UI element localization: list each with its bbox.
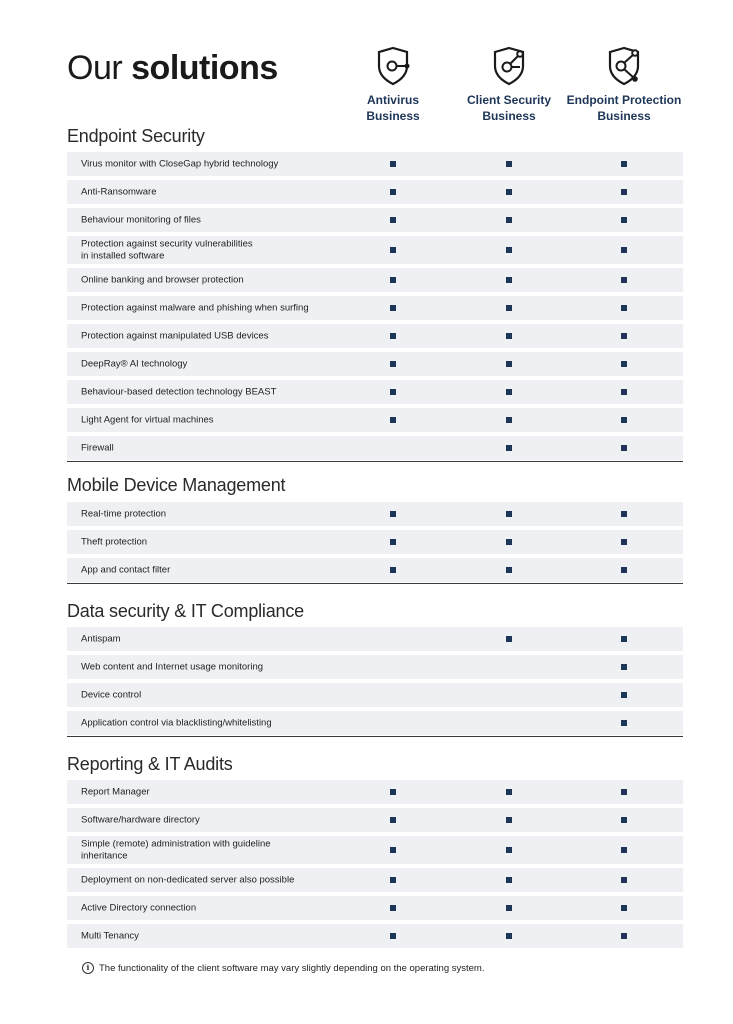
title-light: Our <box>67 49 123 87</box>
feature-included-mark <box>506 247 512 253</box>
feature-label: Behaviour-based detection technology BEAST <box>81 386 277 398</box>
shield-network-icon <box>604 46 644 88</box>
feature-included-mark <box>390 933 396 939</box>
product-endpoint-protection <box>564 46 684 124</box>
shield-network-icon <box>373 46 413 88</box>
feature-label: Theft protection <box>81 536 148 548</box>
feature-included-mark <box>390 877 396 883</box>
feature-included-mark <box>621 305 627 311</box>
feature-included-mark <box>506 636 512 642</box>
shield-network-icon <box>489 46 529 88</box>
footnote <box>82 962 484 974</box>
title-bold: solutions <box>131 49 278 87</box>
table-row <box>67 896 683 920</box>
feature-included-mark <box>506 847 512 853</box>
feature-included-mark <box>621 877 627 883</box>
feature-included-mark <box>621 720 627 726</box>
feature-included-mark <box>390 389 396 395</box>
feature-included-mark <box>506 789 512 795</box>
table-row <box>67 780 683 804</box>
feature-included-mark <box>390 247 396 253</box>
table-row <box>67 836 683 864</box>
feature-included-mark <box>621 445 627 451</box>
table-row <box>67 924 683 948</box>
feature-included-mark <box>621 511 627 517</box>
feature-included-mark <box>506 877 512 883</box>
feature-included-mark <box>621 277 627 283</box>
feature-table-reporting <box>67 780 683 950</box>
table-row <box>67 352 683 376</box>
section-title-mobile-device-management: Mobile Device Management <box>67 475 286 495</box>
feature-included-mark <box>621 333 627 339</box>
feature-label: Antispam <box>81 633 121 645</box>
table-row <box>67 152 683 176</box>
feature-included-mark <box>506 361 512 367</box>
feature-label: Real-time protection <box>81 508 167 520</box>
feature-included-mark <box>390 189 396 195</box>
table-row <box>67 236 683 264</box>
section-title-reporting: Reporting & IT Audits <box>67 754 233 774</box>
feature-label: Web content and Internet usage monitoring <box>81 661 264 673</box>
feature-included-mark <box>506 277 512 283</box>
feature-included-mark <box>621 361 627 367</box>
feature-label: Application control via blacklisting/whitelisting <box>81 717 272 729</box>
feature-label: App and contact filter <box>81 564 171 576</box>
feature-included-mark <box>621 417 627 423</box>
feature-included-mark <box>621 664 627 670</box>
feature-included-mark <box>390 789 396 795</box>
feature-label: Software/hardware directory <box>81 814 200 826</box>
feature-included-mark <box>506 389 512 395</box>
feature-included-mark <box>390 217 396 223</box>
table-row <box>67 627 683 651</box>
feature-label: Protection against security vulnerabilities in installed software <box>81 238 253 261</box>
feature-included-mark <box>621 636 627 642</box>
feature-included-mark <box>506 305 512 311</box>
table-row <box>67 530 683 554</box>
feature-included-mark <box>390 817 396 823</box>
table-row <box>67 208 683 232</box>
feature-included-mark <box>390 847 396 853</box>
section-divider <box>67 736 683 737</box>
feature-table-endpoint-security <box>67 152 683 462</box>
feature-included-mark <box>506 933 512 939</box>
feature-included-mark <box>506 511 512 517</box>
feature-included-mark <box>506 567 512 573</box>
table-row <box>67 711 683 735</box>
feature-included-mark <box>621 217 627 223</box>
feature-label: Simple (remote) administration with guideline inheritance <box>81 838 271 861</box>
feature-label: Device control <box>81 689 142 701</box>
feature-label: Anti-Ransomware <box>81 186 157 198</box>
feature-label: Virus monitor with CloseGap hybrid technology <box>81 158 279 170</box>
feature-included-mark <box>621 389 627 395</box>
feature-included-mark <box>621 161 627 167</box>
feature-included-mark <box>390 905 396 911</box>
table-row <box>67 655 683 679</box>
feature-included-mark <box>390 161 396 167</box>
feature-label: Firewall <box>81 442 114 454</box>
table-row <box>67 683 683 707</box>
feature-included-mark <box>621 847 627 853</box>
feature-included-mark <box>390 417 396 423</box>
feature-included-mark <box>621 247 627 253</box>
table-row <box>67 180 683 204</box>
feature-included-mark <box>390 361 396 367</box>
section-divider <box>67 461 683 462</box>
feature-included-mark <box>506 539 512 545</box>
feature-label: DeepRay® AI technology <box>81 358 188 370</box>
table-row <box>67 808 683 832</box>
feature-included-mark <box>621 189 627 195</box>
table-row <box>67 268 683 292</box>
feature-included-mark <box>390 567 396 573</box>
feature-included-mark <box>506 189 512 195</box>
feature-included-mark <box>506 417 512 423</box>
feature-included-mark <box>621 933 627 939</box>
feature-included-mark <box>390 277 396 283</box>
feature-label: Online banking and browser protection <box>81 274 244 286</box>
feature-included-mark <box>390 539 396 545</box>
feature-included-mark <box>506 333 512 339</box>
feature-included-mark <box>621 817 627 823</box>
feature-label: Deployment on non-dedicated server also possible <box>81 874 295 886</box>
product-name: Antivirus Business <box>366 93 420 123</box>
feature-included-mark <box>621 905 627 911</box>
feature-label: Protection against malware and phishing when surfing <box>81 302 309 314</box>
table-row <box>67 436 683 460</box>
table-row <box>67 296 683 320</box>
feature-included-mark <box>506 217 512 223</box>
feature-included-mark <box>390 333 396 339</box>
table-row <box>67 868 683 892</box>
feature-label: Protection against manipulated USB devices <box>81 330 269 342</box>
product-antivirus <box>333 46 453 124</box>
section-title-endpoint-security: Endpoint Security <box>67 126 205 146</box>
product-name: Endpoint Protection Business <box>566 93 682 123</box>
table-row <box>67 324 683 348</box>
feature-included-mark <box>506 161 512 167</box>
feature-included-mark <box>390 305 396 311</box>
feature-included-mark <box>506 905 512 911</box>
feature-included-mark <box>621 692 627 698</box>
section-title-data-security: Data security & IT Compliance <box>67 601 304 621</box>
feature-label: Behaviour monitoring of files <box>81 214 201 226</box>
feature-table-mobile-device-management <box>67 502 683 584</box>
feature-included-mark <box>621 789 627 795</box>
feature-included-mark <box>390 511 396 517</box>
feature-label: Light Agent for virtual machines <box>81 414 214 426</box>
section-divider <box>67 583 683 584</box>
table-row <box>67 558 683 582</box>
table-row <box>67 380 683 404</box>
feature-label: Multi Tenancy <box>81 930 139 942</box>
section-divider <box>67 949 683 950</box>
product-name: Client Security Business <box>466 93 552 123</box>
table-row <box>67 408 683 432</box>
info-icon: i <box>82 962 94 974</box>
footnote-text: The functionality of the client software may vary slightly depending on the operating system. <box>99 962 485 974</box>
feature-included-mark <box>621 567 627 573</box>
page-title <box>67 46 278 90</box>
feature-label: Report Manager <box>81 786 150 798</box>
feature-included-mark <box>506 445 512 451</box>
table-row <box>67 502 683 526</box>
feature-included-mark <box>621 539 627 545</box>
feature-included-mark <box>506 817 512 823</box>
feature-label: Active Directory connection <box>81 902 197 914</box>
feature-table-data-security <box>67 627 683 737</box>
product-client-security <box>449 46 569 124</box>
